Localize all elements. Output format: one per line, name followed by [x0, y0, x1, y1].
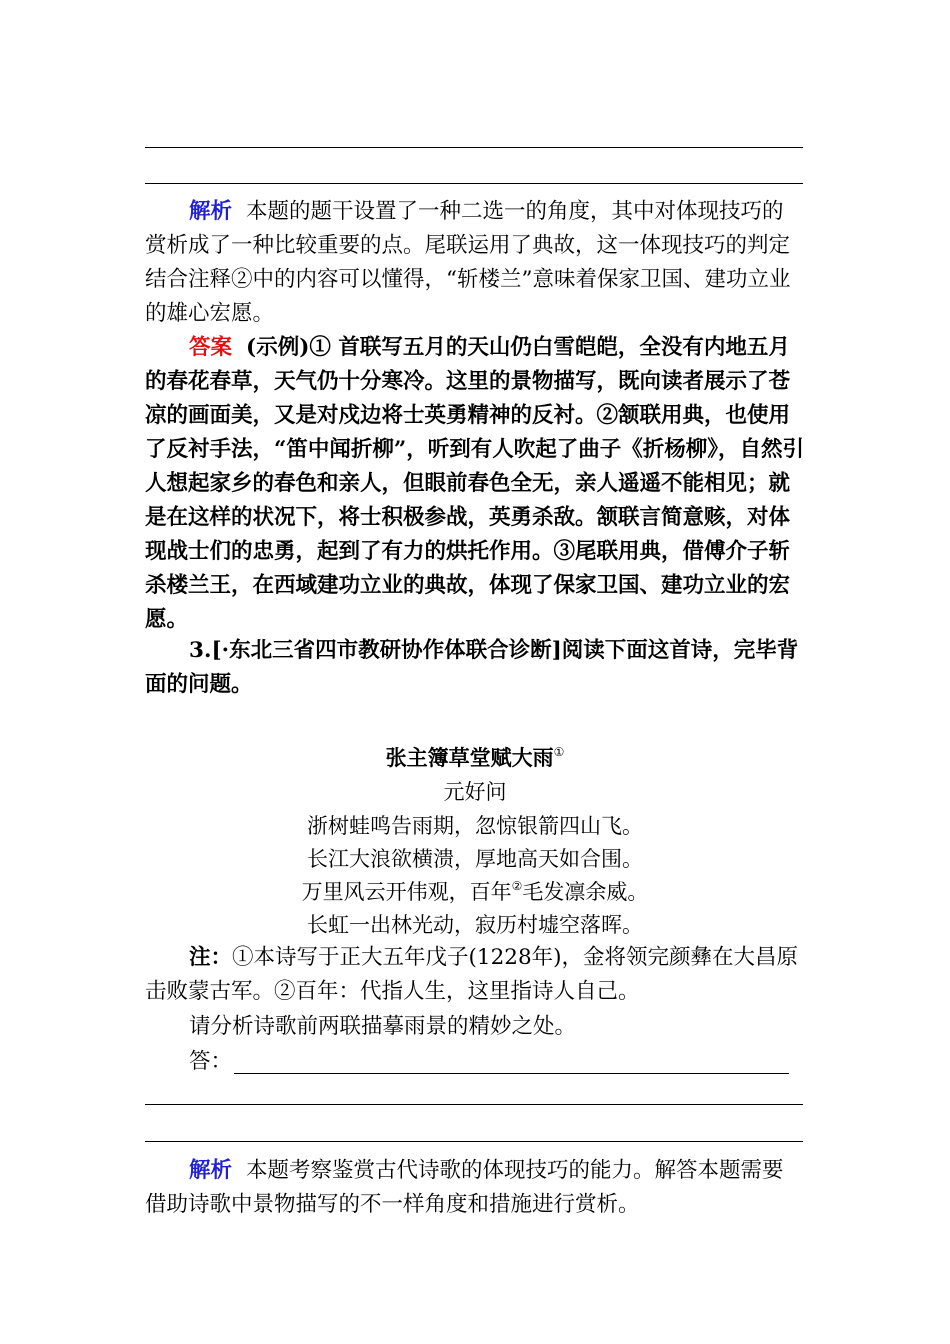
- analysis-label: 解析: [189, 1158, 233, 1183]
- poem-line: 浙树蛙鸣告雨期，忽惊银箭四山飞。: [307, 814, 643, 838]
- answer-blank-line: [145, 147, 803, 148]
- footnote-marker: ①: [553, 745, 565, 759]
- poem-line: 万里风云开伟观，百年②毛发凛余威。: [301, 879, 649, 904]
- answer-label: 答案: [189, 335, 233, 360]
- question-text: 请分析诗歌前两联描摹雨景的精妙之处。: [189, 1014, 577, 1039]
- analysis-label: 解析: [189, 199, 233, 224]
- answer-blank-line: [145, 183, 803, 184]
- footnote-marker: ②: [511, 879, 523, 893]
- answer-blank-line: [145, 1104, 803, 1105]
- answer-prompt: 答：: [145, 1045, 805, 1079]
- answer-blank-line: [234, 1049, 789, 1074]
- analysis-text: 本题考察鉴赏古代诗歌的体现技巧的能力。解答本题需要借助诗歌中景物描写的不一样角度和措施进行赏析。: [145, 1158, 784, 1217]
- analysis-paragraph: [145, 1154, 805, 1222]
- notes-text: ①本诗写于正大五年戊子(1228年)，金将领完颜彝在大昌原击败蒙古军。②百年：代指人生，这里指诗人自己。: [145, 945, 799, 1004]
- analysis-text: 本题的题干设置了一种二选一的角度，其中对体现技巧的赏析成了一种比较重要的点。尾联运用了典故，这一体现技巧的判定结合注释②中的内容可以懂得，“斩楼兰”意味着保家卫国、建功立业的雄心宏愿。: [145, 199, 791, 326]
- answer-paragraph: [145, 331, 805, 637]
- poem-line: 长虹一出林光动，寂历村墟空落晖。: [307, 913, 643, 937]
- answer-blank-line: [145, 1141, 803, 1142]
- poem-notes: [145, 941, 805, 1009]
- notes-label: 注：: [189, 945, 233, 970]
- analysis-paragraph: [145, 195, 805, 331]
- poem-line: 长江大浪欲横溃，厚地高天如合围。: [307, 847, 643, 871]
- poem-title: 张主簿草堂赋大雨①: [385, 745, 565, 770]
- answer-text: (示例)① 首联写五月的天山仍白雪皑皑，全没有内地五月的春花春草，天气仍十分寒冷。这里的景物描写，既向读者展示了苍凉的画面美，又是对戍边将士英勇精神的反衬。②颔联用典，也使用了反衬手法，“笛中闻折柳”，听到有人吹起了曲子《折杨柳》，自然引人想起家乡的春色和亲人，但眼前春色全无，亲人遥遥不能相见；就是在这样的状况下，将士积极参战，英勇杀敌。颔联言简意赅，对体现战士们的忠勇，起到了有力的烘托作用。③尾联用典，借傅介子斩杀楼兰王，在西域建功立业的典故，体现了保家卫国、建功立业的宏愿。: [145, 335, 804, 632]
- question-stem: 3.[·东北三省四市教研协作体联合诊断]阅读下面这首诗，完毕背面的问题。: [145, 638, 799, 697]
- poem-author: 元好问: [443, 780, 507, 804]
